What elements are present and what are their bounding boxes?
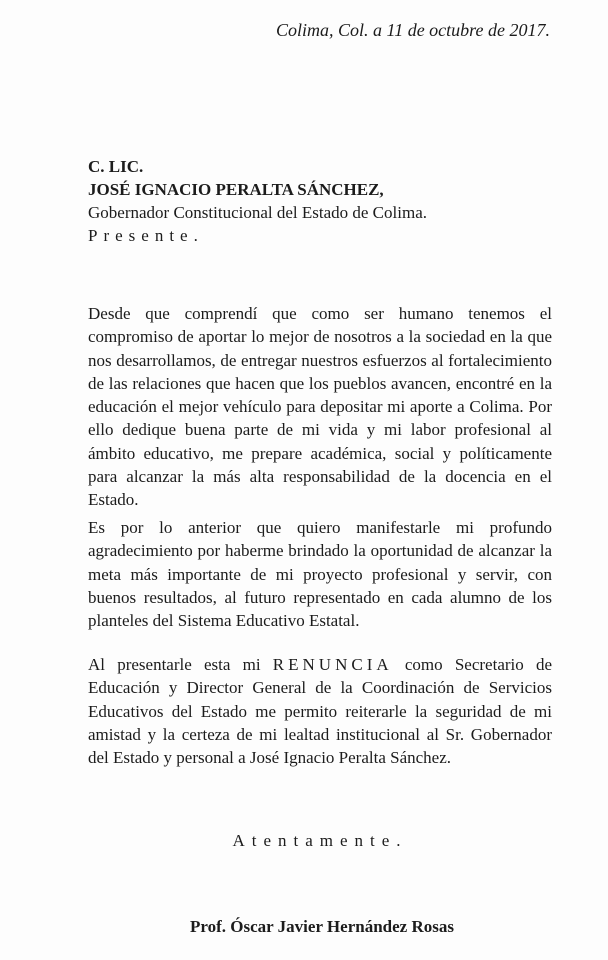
addressee-presente: Presente. bbox=[88, 226, 204, 245]
signature-name: Prof. Óscar Javier Hernández Rosas bbox=[190, 917, 454, 936]
renuncia-emphasis: RENUNCIA bbox=[272, 655, 393, 674]
body-paragraph-1: Desde que comprendí que como ser humano tenemos el compromiso de aportar lo mejor de nosotros a la sociedad en la que nos desarrollamos, de entregar nuestros esfuerzos al fortalecimiento de las relaciones que hacen que los pueblos avancen, encontré en la educación el mejor vehículo para depositar mi aporte a Colima. Por ello dedique buena parte de mi vida y mi labor profesional al ámbito educativo, me prepare académica, social y políticamente para alcanzar la más alta responsabilidad de la docencia en el Estado. bbox=[88, 304, 552, 510]
paragraph-3-rest: como Secretario de Educación y Director General de la Coordinación de Servicios Educativos del Estado me permito reiterarle la seguridad de mi amistad y la certeza de mi lealtad institucional al Sr. Gobernador del Estado y personal a José Ignacio Peralta Sánchez. bbox=[88, 655, 553, 768]
body-paragraph-2: Es por lo anterior que quiero manifestarle mi profundo agradecimiento por haberme brindado la oportunidad de alcanzar la meta más importante de mi proyecto profesional y servir, con buenos resultados, al futuro representado en cada alumno de los planteles del Sistema Educativo Estatal. bbox=[88, 518, 552, 631]
addressee-title: C. LIC. bbox=[88, 157, 144, 176]
addressee-position: Gobernador Constitucional del Estado de Colima. bbox=[88, 203, 427, 222]
date-line: Colima, Col. a 11 de octubre de 2017. bbox=[276, 20, 550, 40]
body-paragraph-3 bbox=[88, 653, 552, 769]
addressee-name: JOSÉ IGNACIO PERALTA SÁNCHEZ, bbox=[88, 180, 384, 199]
addressee-block bbox=[88, 155, 427, 247]
closing-salutation: Atentamente. bbox=[232, 831, 408, 850]
paragraph-3-intro: Al presentarle esta mi bbox=[88, 655, 261, 674]
